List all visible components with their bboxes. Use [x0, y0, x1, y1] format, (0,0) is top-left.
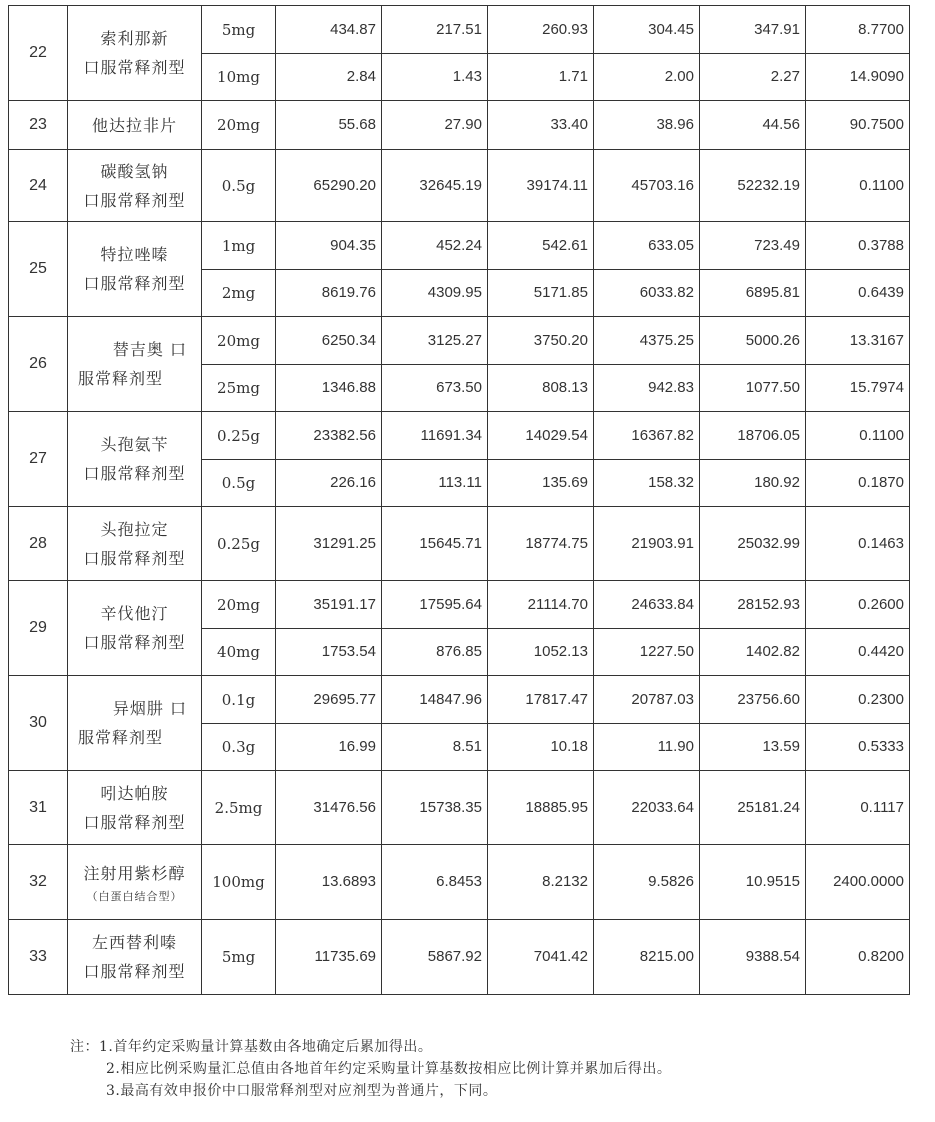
- value-cell: 35191.17: [276, 581, 382, 629]
- drug-name-line: 吲达帕胺: [100, 783, 169, 803]
- value-cell: 21114.70: [488, 581, 594, 629]
- value-cell: 0.3788: [806, 222, 910, 270]
- drug-name-line: 他达拉非片: [91, 115, 177, 135]
- value-cell: 0.6439: [806, 270, 910, 317]
- spec-cell: 5mg: [202, 920, 276, 995]
- value-cell: 135.69: [488, 460, 594, 507]
- value-cell: 15645.71: [382, 507, 488, 581]
- value-cell: 8.51: [382, 724, 488, 771]
- drug-name-line: 头孢拉定: [100, 519, 169, 539]
- value-cell: 9.5826: [594, 845, 700, 920]
- value-cell: 0.1870: [806, 460, 910, 507]
- drug-name-line: 注射用紫杉醇: [83, 863, 186, 883]
- drug-name-line: 口服常释剂型: [83, 274, 186, 293]
- value-cell: 2.27: [700, 54, 806, 101]
- table-row: [9, 507, 910, 581]
- value-cell: 24633.84: [594, 581, 700, 629]
- value-cell: 10.18: [488, 724, 594, 771]
- row-number: 25: [9, 222, 68, 317]
- value-cell: 1753.54: [276, 629, 382, 676]
- drug-name-line: 特拉唑嗪: [100, 245, 169, 264]
- value-cell: 1346.88: [276, 365, 382, 412]
- value-cell: 25181.24: [700, 771, 806, 845]
- drug-name-line: 口服常释剂型: [83, 962, 186, 981]
- value-cell: 55.68: [276, 101, 382, 150]
- table-row: [9, 150, 910, 222]
- drug-name-line: 服常释剂型: [78, 369, 164, 388]
- value-cell: 347.91: [700, 6, 806, 54]
- value-cell: 0.1463: [806, 507, 910, 581]
- value-cell: 18706.05: [700, 412, 806, 460]
- spec-cell: 0.1g: [202, 676, 276, 724]
- value-cell: 260.93: [488, 6, 594, 54]
- table-row: [9, 920, 910, 995]
- value-cell: 13.6893: [276, 845, 382, 920]
- value-cell: 5000.26: [700, 317, 806, 365]
- value-cell: 65290.20: [276, 150, 382, 222]
- value-cell: 15738.35: [382, 771, 488, 845]
- row-number: 32: [9, 845, 68, 920]
- value-cell: 22033.64: [594, 771, 700, 845]
- drug-name-line: 口服常释剂型: [83, 464, 186, 483]
- drug-name-cell: [68, 581, 202, 676]
- row-number: 22: [9, 6, 68, 101]
- row-number: 23: [9, 101, 68, 150]
- value-cell: 5171.85: [488, 270, 594, 317]
- table-row: [9, 101, 910, 150]
- drug-name-cell: [68, 222, 202, 317]
- value-cell: 942.83: [594, 365, 700, 412]
- spec-cell: 100mg: [202, 845, 276, 920]
- value-cell: 33.40: [488, 101, 594, 150]
- spec-cell: 40mg: [202, 629, 276, 676]
- value-cell: 8.7700: [806, 6, 910, 54]
- spec-cell: 0.25g: [202, 412, 276, 460]
- value-cell: 23756.60: [700, 676, 806, 724]
- value-cell: 1052.13: [488, 629, 594, 676]
- value-cell: 11691.34: [382, 412, 488, 460]
- value-cell: 808.13: [488, 365, 594, 412]
- spec-cell: 0.3g: [202, 724, 276, 771]
- drug-name-line: 口服常释剂型: [83, 190, 186, 210]
- drug-name-cell: [68, 771, 202, 845]
- drug-name-cell: [68, 412, 202, 507]
- footnote-2: 2.相应比例采购量汇总值由各地首年约定采购量计算基数按相应比例计算并累加后得出。: [106, 1061, 672, 1077]
- drug-name-line: 辛伐他汀: [100, 604, 169, 623]
- value-cell: 21903.91: [594, 507, 700, 581]
- drug-name-line: 头孢氨苄: [100, 435, 169, 454]
- value-cell: 304.45: [594, 6, 700, 54]
- value-cell: 158.32: [594, 460, 700, 507]
- value-cell: 0.1100: [806, 412, 910, 460]
- value-cell: 7041.42: [488, 920, 594, 995]
- table-row: [9, 412, 910, 460]
- spec-cell: 10mg: [202, 54, 276, 101]
- drug-name-line: 口服常释剂型: [83, 633, 186, 652]
- spec-cell: 0.25g: [202, 507, 276, 581]
- value-cell: 8215.00: [594, 920, 700, 995]
- value-cell: 23382.56: [276, 412, 382, 460]
- value-cell: 6033.82: [594, 270, 700, 317]
- value-cell: 542.61: [488, 222, 594, 270]
- footnote-1: 注：1.首年约定采购量计算基数由各地确定后累加得出。: [70, 1039, 433, 1055]
- value-cell: 1227.50: [594, 629, 700, 676]
- value-cell: 16367.82: [594, 412, 700, 460]
- table-row: [9, 222, 910, 270]
- value-cell: 9388.54: [700, 920, 806, 995]
- value-cell: 31291.25: [276, 507, 382, 581]
- spec-cell: 20mg: [202, 101, 276, 150]
- value-cell: 723.49: [700, 222, 806, 270]
- drug-name-cell: [68, 845, 202, 920]
- drug-name-line: 碳酸氢钠: [100, 161, 169, 181]
- row-number: 29: [9, 581, 68, 676]
- row-number: 28: [9, 507, 68, 581]
- value-cell: 17595.64: [382, 581, 488, 629]
- drug-name-cell: [68, 317, 202, 412]
- drug-name-line: 索利那新: [100, 29, 169, 48]
- value-cell: 25032.99: [700, 507, 806, 581]
- value-cell: 14847.96: [382, 676, 488, 724]
- table-row: [9, 317, 910, 365]
- drug-name-cell: [68, 6, 202, 101]
- value-cell: 8.2132: [488, 845, 594, 920]
- value-cell: 2.84: [276, 54, 382, 101]
- value-cell: 28152.93: [700, 581, 806, 629]
- drug-name-line: 口服常释剂型: [83, 58, 186, 77]
- value-cell: 10.9515: [700, 845, 806, 920]
- spec-cell: 20mg: [202, 317, 276, 365]
- row-number: 33: [9, 920, 68, 995]
- drug-name-line: 异烟肼 口: [112, 699, 187, 718]
- value-cell: 1.71: [488, 54, 594, 101]
- value-cell: 44.56: [700, 101, 806, 150]
- value-cell: 14029.54: [488, 412, 594, 460]
- value-cell: 13.59: [700, 724, 806, 771]
- value-cell: 0.4420: [806, 629, 910, 676]
- value-cell: 904.35: [276, 222, 382, 270]
- row-number: 31: [9, 771, 68, 845]
- table-row: [9, 676, 910, 724]
- value-cell: 6895.81: [700, 270, 806, 317]
- value-cell: 38.96: [594, 101, 700, 150]
- value-cell: 0.5333: [806, 724, 910, 771]
- table-row: [9, 771, 910, 845]
- drug-name-cell: [68, 101, 202, 150]
- value-cell: 434.87: [276, 6, 382, 54]
- value-cell: 876.85: [382, 629, 488, 676]
- table-row: [9, 581, 910, 629]
- value-cell: 11.90: [594, 724, 700, 771]
- value-cell: 2400.0000: [806, 845, 910, 920]
- value-cell: 31476.56: [276, 771, 382, 845]
- spec-cell: 1mg: [202, 222, 276, 270]
- value-cell: 633.05: [594, 222, 700, 270]
- spec-cell: 20mg: [202, 581, 276, 629]
- value-cell: 1.43: [382, 54, 488, 101]
- spec-cell: 0.5g: [202, 460, 276, 507]
- value-cell: 16.99: [276, 724, 382, 771]
- table-row: [9, 6, 910, 54]
- value-cell: 452.24: [382, 222, 488, 270]
- value-cell: 217.51: [382, 6, 488, 54]
- value-cell: 13.3167: [806, 317, 910, 365]
- row-number: 24: [9, 150, 68, 222]
- value-cell: 1402.82: [700, 629, 806, 676]
- drug-name-line: 替吉奥 口: [112, 340, 187, 359]
- drug-name-cell: [68, 150, 202, 222]
- value-cell: 8619.76: [276, 270, 382, 317]
- value-cell: 673.50: [382, 365, 488, 412]
- spec-cell: 0.5g: [202, 150, 276, 222]
- spec-cell: 25mg: [202, 365, 276, 412]
- value-cell: 14.9090: [806, 54, 910, 101]
- drug-name-line: 服常释剂型: [78, 728, 164, 747]
- value-cell: 0.2600: [806, 581, 910, 629]
- value-cell: 20787.03: [594, 676, 700, 724]
- table-row: [9, 845, 910, 920]
- value-cell: 11735.69: [276, 920, 382, 995]
- drug-name-cell: [68, 507, 202, 581]
- footnotes: [70, 1036, 671, 1102]
- value-cell: 39174.11: [488, 150, 594, 222]
- procurement-table: [8, 5, 910, 995]
- spec-cell: 2.5mg: [202, 771, 276, 845]
- drug-name-line: 口服常释剂型: [83, 812, 186, 832]
- drug-name-line: 口服常释剂型: [83, 548, 186, 568]
- value-cell: 5867.92: [382, 920, 488, 995]
- drug-name-subtitle: （白蛋白结合型）: [86, 889, 183, 903]
- value-cell: 29695.77: [276, 676, 382, 724]
- value-cell: 18774.75: [488, 507, 594, 581]
- row-number: 30: [9, 676, 68, 771]
- row-number: 26: [9, 317, 68, 412]
- value-cell: 180.92: [700, 460, 806, 507]
- value-cell: 3750.20: [488, 317, 594, 365]
- value-cell: 113.11: [382, 460, 488, 507]
- value-cell: 0.1100: [806, 150, 910, 222]
- value-cell: 15.7974: [806, 365, 910, 412]
- value-cell: 226.16: [276, 460, 382, 507]
- value-cell: 45703.16: [594, 150, 700, 222]
- value-cell: 17817.47: [488, 676, 594, 724]
- value-cell: 52232.19: [700, 150, 806, 222]
- spec-cell: 5mg: [202, 6, 276, 54]
- value-cell: 90.7500: [806, 101, 910, 150]
- value-cell: 18885.95: [488, 771, 594, 845]
- value-cell: 2.00: [594, 54, 700, 101]
- spec-cell: 2mg: [202, 270, 276, 317]
- value-cell: 27.90: [382, 101, 488, 150]
- value-cell: 1077.50: [700, 365, 806, 412]
- drug-name-line: 左西替利嗪: [91, 933, 177, 952]
- row-number: 27: [9, 412, 68, 507]
- value-cell: 4309.95: [382, 270, 488, 317]
- value-cell: 0.1117: [806, 771, 910, 845]
- value-cell: 0.2300: [806, 676, 910, 724]
- drug-name-cell: [68, 676, 202, 771]
- footnote-3: 3.最高有效申报价中口服常释剂型对应剂型为普通片，下同。: [106, 1083, 498, 1099]
- value-cell: 6.8453: [382, 845, 488, 920]
- value-cell: 6250.34: [276, 317, 382, 365]
- value-cell: 3125.27: [382, 317, 488, 365]
- value-cell: 32645.19: [382, 150, 488, 222]
- value-cell: 0.8200: [806, 920, 910, 995]
- value-cell: 4375.25: [594, 317, 700, 365]
- drug-name-cell: [68, 920, 202, 995]
